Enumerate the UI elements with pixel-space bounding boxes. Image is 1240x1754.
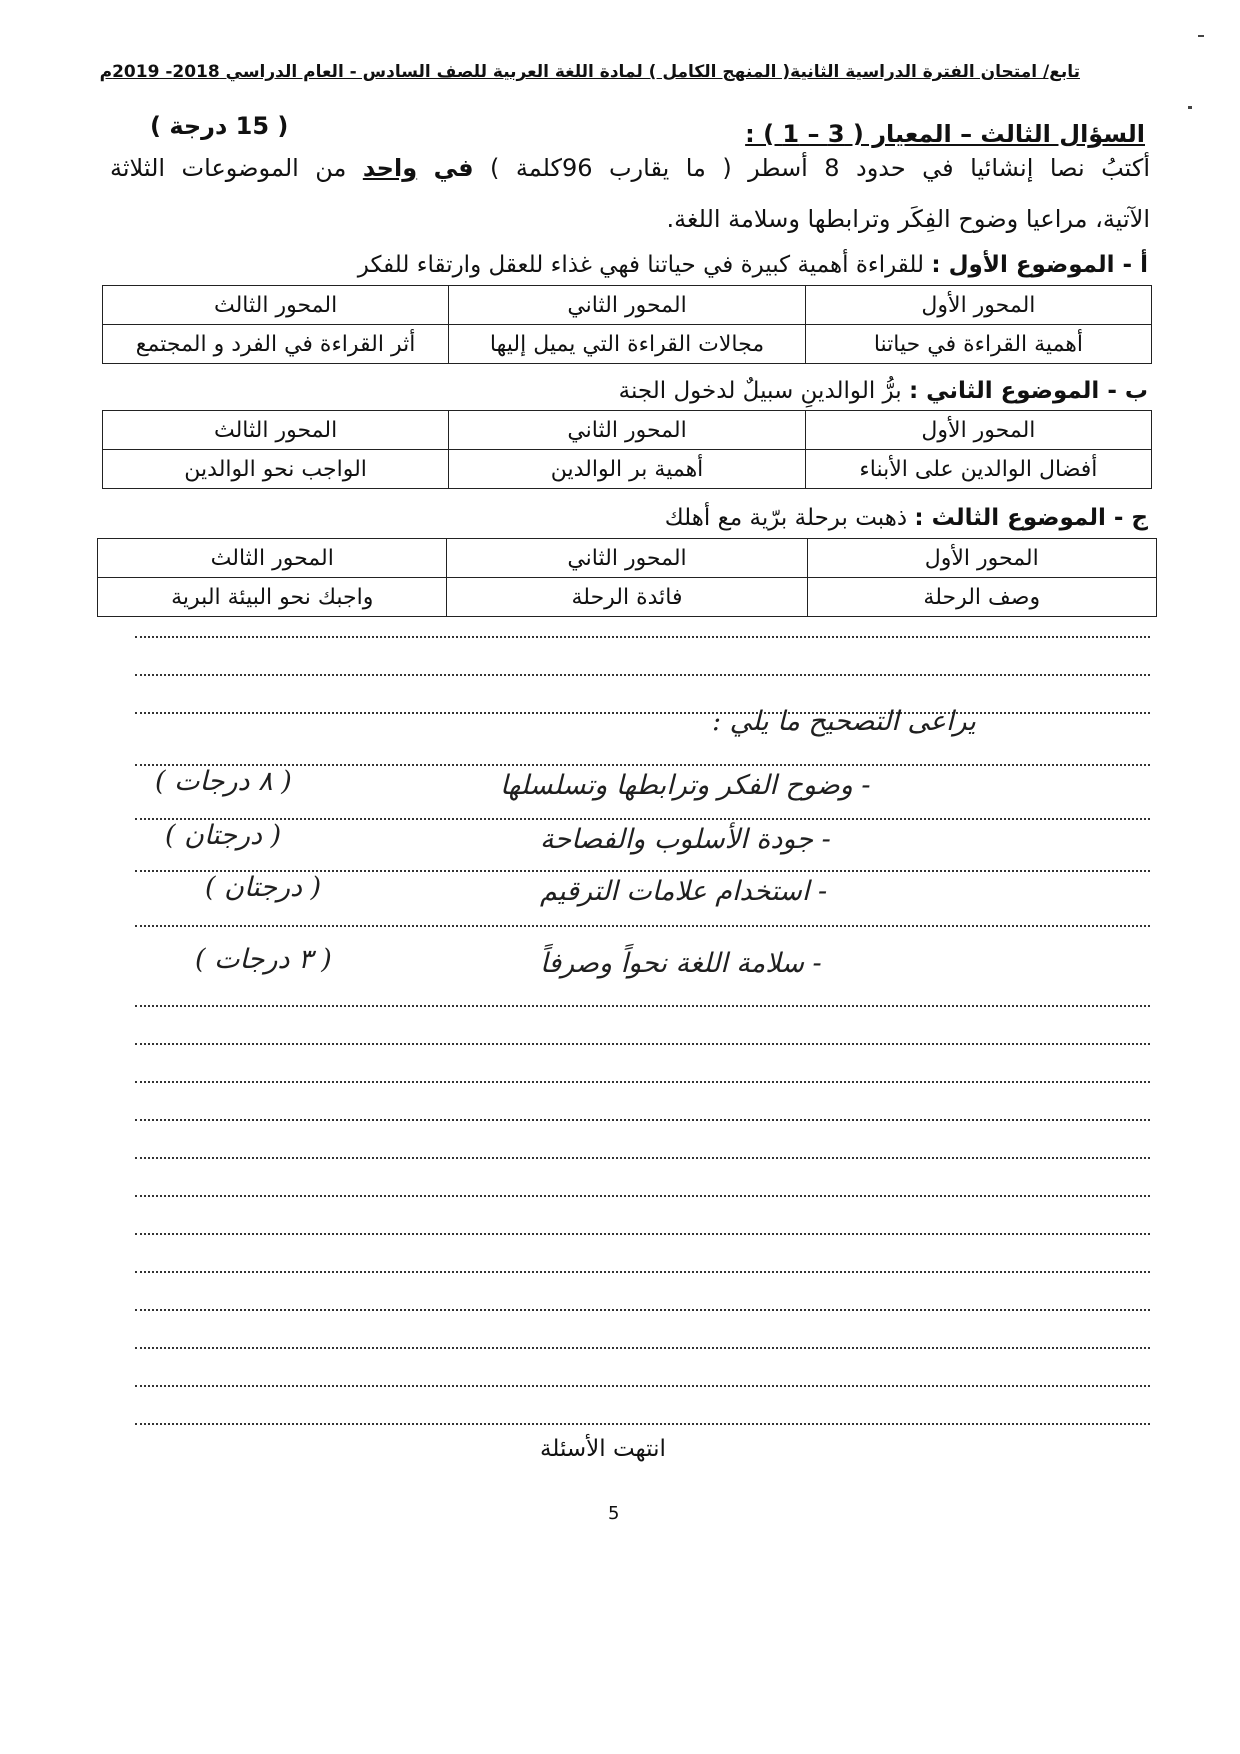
handwritten-criterion-marks: ( ٨ درجات ) <box>155 766 292 797</box>
writing-line <box>135 1005 1150 1007</box>
instruction-text: أكتبُ نصا إنشائيا في حدود 8 أسطر ( ما يقارب 96كلمة ) <box>473 154 1151 182</box>
topic-label: ب - الموضوع الثاني : <box>908 378 1148 404</box>
axis-value: فائدة الرحلة <box>447 578 807 617</box>
axis-value: أثر القراءة في الفرد و المجتمع <box>103 325 449 364</box>
topic-1-axes-table <box>102 285 1152 364</box>
writing-line <box>135 1423 1150 1425</box>
axis-header: المحور الثالث <box>103 411 449 450</box>
topic-3-axes-table <box>97 538 1157 617</box>
topic-2-axes-table <box>102 410 1152 489</box>
handwritten-criterion-marks: ( درجتان ) <box>205 872 322 903</box>
axis-value: واجبك نحو البيئة البرية <box>98 578 447 617</box>
writing-line <box>135 712 1150 714</box>
axis-header: المحور الثاني <box>447 539 807 578</box>
writing-line <box>135 1271 1150 1273</box>
writing-line <box>135 636 1150 638</box>
axis-header: المحور الأول <box>805 286 1151 325</box>
scan-speck <box>1198 35 1204 37</box>
axis-value: مجالات القراءة التي يميل إليها <box>449 325 806 364</box>
handwritten-criterion: - استخدام علامات الترقيم <box>540 876 828 907</box>
topic-text: للقراءة أهمية كبيرة في حياتنا فهي غذاء للعقل وارتقاء للفكر <box>357 252 932 278</box>
writing-line <box>135 1309 1150 1311</box>
axis-value: أهمية القراءة في حياتنا <box>805 325 1151 364</box>
axis-header: المحور الأول <box>807 539 1156 578</box>
axis-header: المحور الثالث <box>98 539 447 578</box>
axis-header: المحور الأول <box>805 411 1151 450</box>
scan-speck <box>1188 106 1192 109</box>
instruction-line-1 <box>110 154 1150 182</box>
instruction-emphasis: في <box>433 154 474 182</box>
topic-1-title <box>358 252 1148 278</box>
axis-value: الواجب نحو الوالدين <box>103 450 449 489</box>
axis-header: المحور الثالث <box>103 286 449 325</box>
topic-label: ج - الموضوع الثالث : <box>914 505 1148 531</box>
axis-header: المحور الثاني <box>449 411 806 450</box>
handwritten-criterion-marks: ( درجتان ) <box>165 820 282 851</box>
topic-3-title <box>665 505 1148 531</box>
topic-text: ذهبت برحلة برّية مع أهلك <box>664 505 915 531</box>
page-number: 5 <box>608 1503 620 1524</box>
writing-line <box>135 674 1150 676</box>
handwritten-criterion-marks: ( ٣ درجات ) <box>195 944 332 975</box>
topic-label: أ - الموضوع الأول : <box>931 252 1148 278</box>
writing-line <box>135 1233 1150 1235</box>
topic-text: برُّ الوالدينِ سبيلٌ لدخول الجنة <box>618 378 909 404</box>
writing-line <box>135 1119 1150 1121</box>
axis-header: المحور الثاني <box>449 286 806 325</box>
writing-line <box>135 1081 1150 1083</box>
topic-2-title <box>619 378 1148 404</box>
writing-line <box>135 1195 1150 1197</box>
writing-line <box>135 925 1150 927</box>
writing-line <box>135 1385 1150 1387</box>
question-title: السؤال الثالث – المعيار ( 3 – 1 ) : <box>745 120 1145 148</box>
exam-header: تابع/ امتحان الفترة الدراسية الثانية( المنهج الكامل ) لمادة اللغة العربية للصف السادس - العام الدراسي 2018- 2019م <box>99 62 1080 82</box>
end-of-questions: انتهت الأسئلة <box>540 1436 666 1462</box>
handwritten-criterion: - سلامة اللغة نحواً وصرفاً <box>540 948 822 979</box>
instruction-emphasis-underlined: واحد <box>362 154 418 182</box>
axis-value: وصف الرحلة <box>807 578 1156 617</box>
axis-value: أهمية بر الوالدين <box>449 450 806 489</box>
handwritten-criterion: - وضوح الفكر وترابطها وتسلسلها <box>500 770 871 801</box>
handwritten-heading: يراعى التصحيح ما يلي : <box>712 706 976 737</box>
axis-value: أفضال الوالدين على الأبناء <box>805 450 1151 489</box>
instruction-line-2: الآتية، مراعيا وضوح الفِكَر وترابطها وسلامة اللغة. <box>666 205 1150 233</box>
question-marks: ( 15 درجة ) <box>150 112 289 140</box>
instruction-text: من الموضوعات الثلاثة <box>110 154 363 182</box>
handwritten-criterion: - جودة الأسلوب والفصاحة <box>540 824 831 855</box>
writing-line <box>135 818 1150 820</box>
writing-line <box>135 1347 1150 1349</box>
writing-line <box>135 1157 1150 1159</box>
writing-line <box>135 1043 1150 1045</box>
